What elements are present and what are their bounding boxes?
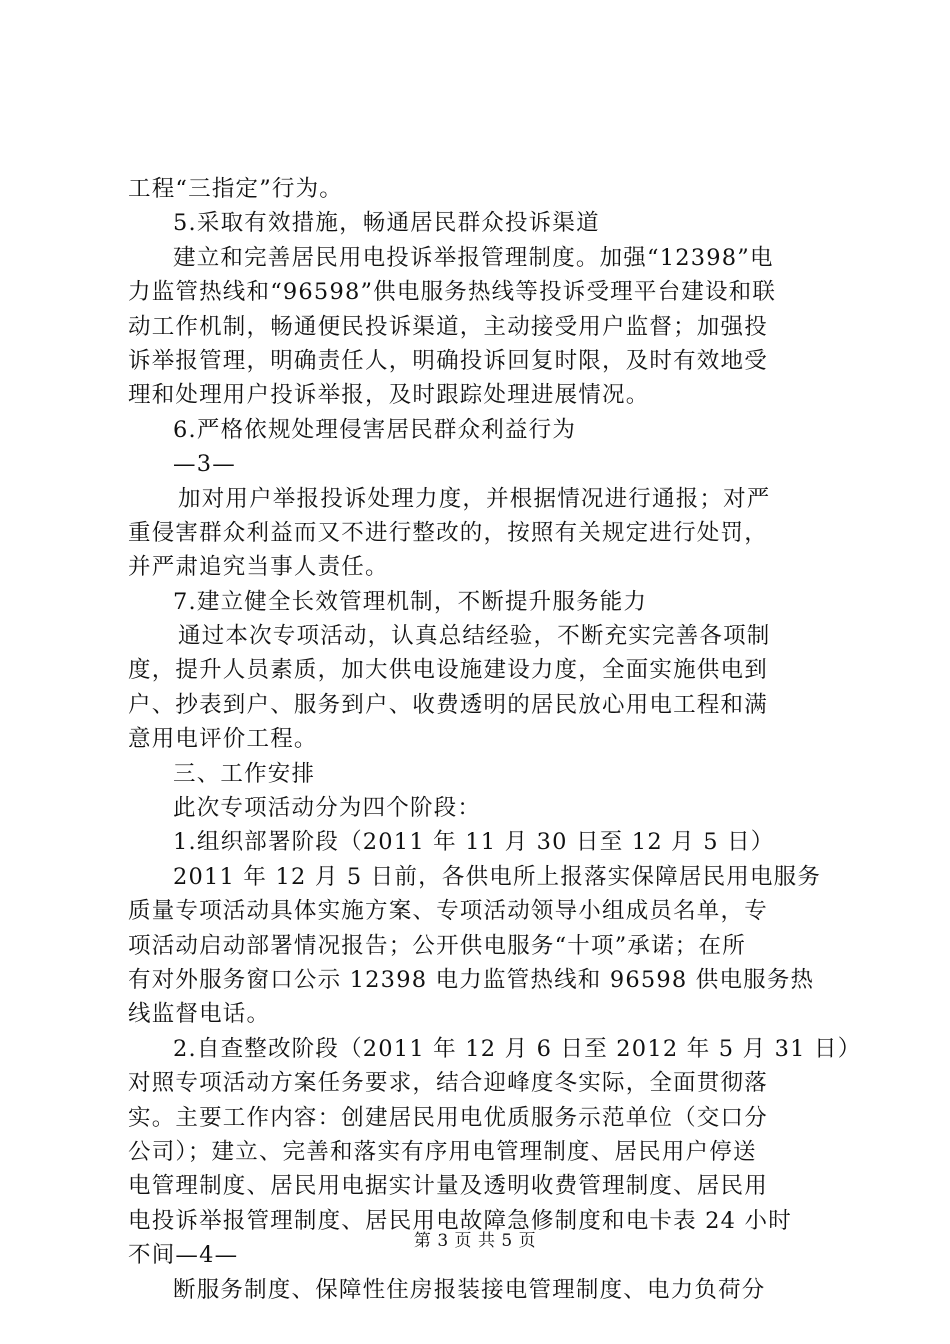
text-line: 意用电评价工程。 (128, 726, 318, 753)
section-heading-7: 7.建立健全长效管理机制，不断提升服务能力 (173, 588, 648, 615)
text-line: 此次专项活动分为四个阶段： (173, 795, 482, 822)
text-line: 重侵害群众利益而又不进行整改的，按照有关规定进行处罚， (128, 519, 768, 546)
text-line: 不间—4— (128, 1242, 239, 1269)
stage-heading-2: 2.自查整改阶段（2011 年 12 月 6 日至 2012 年 5 月 31 日） (173, 1035, 862, 1062)
text-line: 线监督电话。 (128, 1001, 271, 1028)
document-body (128, 172, 862, 1307)
text-line: 通过本次专项活动，认真总结经验，不断充实完善各项制 (178, 623, 771, 650)
text-line: 对照专项活动方案任务要求，结合迎峰度冬实际，全面贯彻落 (128, 1070, 768, 1097)
text-line: 电管理制度、居民用电据实计量及透明收费管理制度、居民用 (128, 1173, 768, 1200)
text-line: 有对外服务窗口公示 12398 电力监管热线和 96598 供电服务热 (128, 966, 815, 993)
section-heading-5: 5.采取有效措施，畅通居民群众投诉渠道 (173, 210, 600, 237)
page-footer: 第 3 页 共 5 页 (413, 1231, 537, 1251)
stage-heading-1: 1.组织部署阶段（2011 年 11 月 30 日至 12 月 5 日） (173, 829, 775, 856)
text-line: 工程“三指定”行为。 (128, 176, 344, 202)
text-line: 断服务制度、保障性住房报装接电管理制度、电力负荷分 (173, 1276, 766, 1303)
text-line: 建立和完善居民用电投诉举报管理制度。加强“12398”电 (173, 244, 774, 271)
text-line: 并严肃追究当事人责任。 (128, 554, 389, 581)
text-line: 质量专项活动具体实施方案、专项活动领导小组成员名单，专 (128, 898, 768, 925)
text-line: 2011 年 12 月 5 日前，各供电所上报落实保障居民用电服务 (173, 863, 822, 890)
text-line: 加对用户举报投诉处理力度，并根据情况进行通报；对严 (178, 485, 771, 512)
text-line: 公司）；建立、完善和落实有序用电管理制度、居民用户停送 (128, 1138, 757, 1165)
page-number-marker: —3— (173, 451, 236, 478)
text-line: 电投诉举报管理制度、居民用电故障急修制度和电卡表 24 小时 (128, 1207, 792, 1234)
text-line: 动工作机制，畅通便民投诉渠道，主动接受用户监督；加强投 (128, 313, 768, 340)
text-line: 户、抄表到户、服务到户、收费透明的居民放心用电工程和满 (128, 691, 768, 718)
text-line: 理和处理用户投诉举报，及时跟踪处理进展情况。 (128, 382, 650, 409)
text-line: 项活动启动部署情况报告；公开供电服务“十项”承诺；在所 (128, 932, 746, 959)
text-line: 实。主要工作内容：创建居民用电优质服务示范单位（交口分 (128, 1104, 768, 1131)
section-heading-6: 6.严格依规处理侵害居民群众利益行为 (173, 416, 577, 443)
chapter-heading: 三、工作安排 (173, 760, 316, 787)
text-line: 诉举报管理，明确责任人，明确投诉回复时限，及时有效地受 (128, 347, 768, 374)
text-line: 度，提升人员素质，加大供电设施建设力度，全面实施供电到 (128, 657, 768, 684)
text-line: 力监管热线和“96598”供电服务热线等投诉受理平台建设和联 (128, 279, 777, 306)
